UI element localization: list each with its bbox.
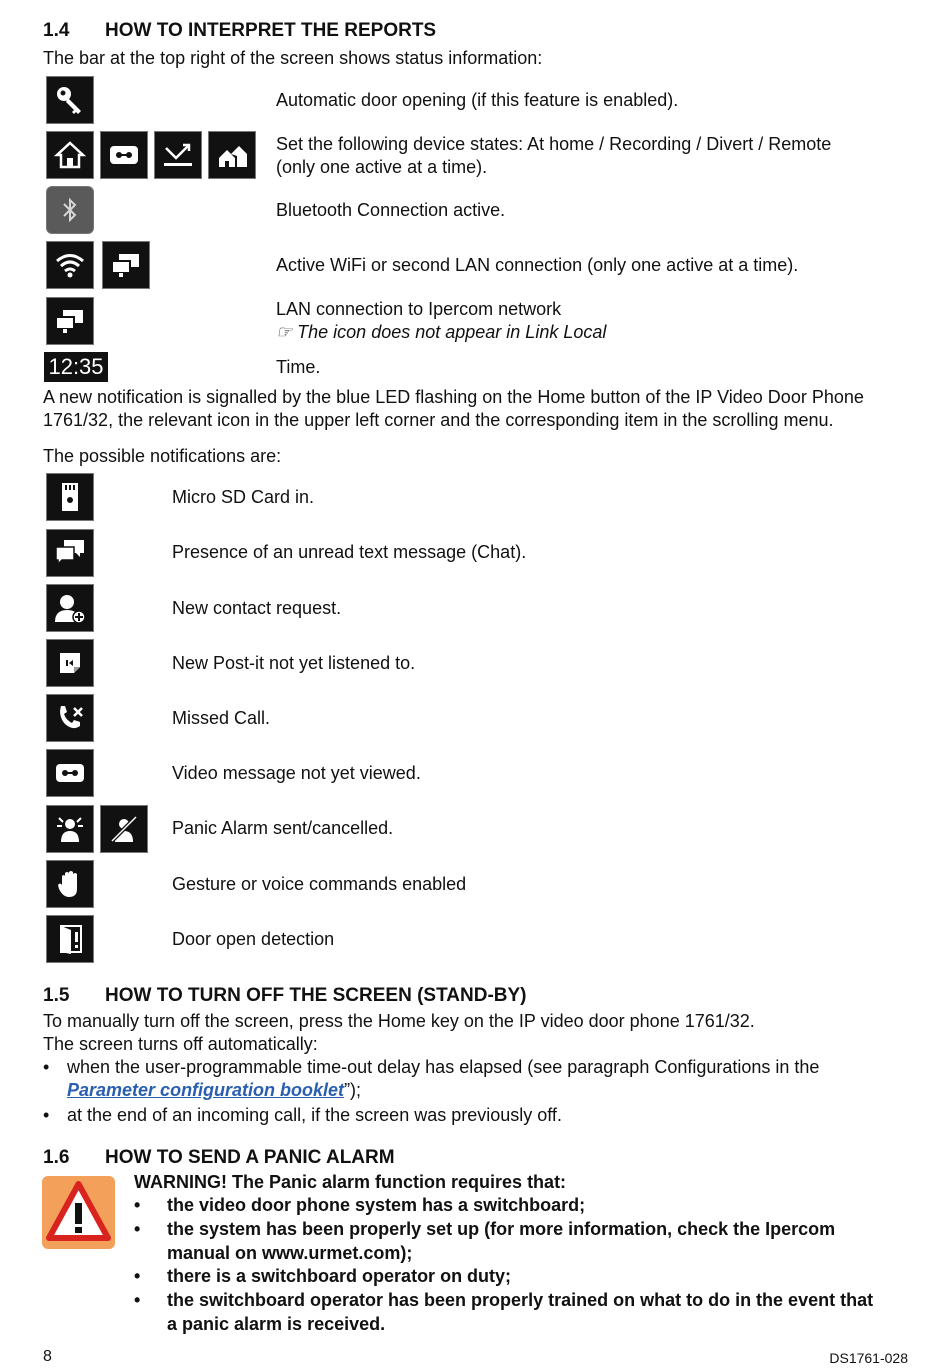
status-text-time: Time.	[276, 357, 321, 377]
remote-icon	[208, 131, 256, 179]
panic-bullet-3: there is a switchboard operator on duty;	[167, 1266, 512, 1286]
section-number: 1.4	[43, 20, 70, 41]
warning-heading: WARNING! The Panic alarm function requires that:	[134, 1172, 567, 1192]
divert-icon	[154, 131, 202, 179]
lan-icon	[46, 297, 94, 345]
standby-bullet-1-cont	[67, 1079, 361, 1102]
bullet-dot: •	[134, 1195, 141, 1215]
notif-text-missed: Missed Call.	[172, 708, 271, 728]
panic-bullet-4: the switchboard operator has been properly trained on what to do in the event that	[167, 1290, 874, 1310]
document-code: DS1761-028	[829, 1350, 908, 1366]
bullet-dot: •	[43, 1057, 50, 1077]
section-heading-1-5	[43, 985, 527, 1007]
panic-bullet-1: the video door phone system has a switchboard;	[167, 1195, 586, 1215]
status-text-bluetooth: Bluetooth Connection active.	[276, 200, 506, 220]
section-number: 1.5	[43, 985, 70, 1006]
panic-alarm-icon	[46, 805, 94, 853]
standby-bullet-2: at the end of an incoming call, if the screen was previously off.	[67, 1105, 562, 1125]
para-notification-2: 1761/32, the relevant icon in the upper left corner and the corresponding item in the scrolling menu.	[43, 410, 834, 430]
video-message-icon	[46, 749, 94, 797]
panic-bullet-4-cont: a panic alarm is received.	[167, 1314, 386, 1334]
recording-icon	[100, 131, 148, 179]
note-hand-icon: ☞	[276, 322, 293, 342]
notif-text-contact: New contact request.	[172, 598, 342, 618]
notif-text-door: Door open detection	[172, 929, 335, 949]
notif-text-gesture: Gesture or voice commands enabled	[172, 874, 467, 894]
post-it-icon	[46, 639, 94, 687]
notif-text-video: Video message not yet viewed.	[172, 763, 421, 783]
panic-alarm-cancelled-icon	[100, 805, 148, 853]
standby-line-2: The screen turns off automatically:	[43, 1034, 318, 1054]
note-text: The icon does not appear in Link Local	[297, 322, 607, 342]
wifi-icon	[46, 241, 94, 289]
door-open-icon	[46, 915, 94, 963]
section-number: 1.6	[43, 1147, 70, 1168]
bullet-tail: ”);	[344, 1080, 362, 1100]
status-text-key: Automatic door opening (if this feature is enabled).	[276, 90, 679, 110]
status-text-wifi: Active WiFi or second LAN connection (only one active at a time).	[276, 255, 799, 275]
notif-text-chat: Presence of an unread text message (Chat).	[172, 542, 527, 562]
para-notification-1: A new notification is signalled by the blue LED flashing on the Home button of the IP Video Door Phone	[43, 387, 864, 407]
notif-text-postit: New Post-it not yet listened to.	[172, 653, 416, 673]
standby-line-1: To manually turn off the screen, press the Home key on the IP video door phone 1761/32.	[43, 1011, 755, 1031]
bluetooth-icon	[46, 186, 94, 234]
status-text-lan: LAN connection to Ipercom network	[276, 299, 562, 319]
warning-icon	[42, 1176, 115, 1249]
gesture-icon	[46, 860, 94, 908]
notif-text-panic: Panic Alarm sent/cancelled.	[172, 818, 394, 838]
panic-bullet-2: the system has been properly set up (for more information, check the Ipercom	[167, 1219, 836, 1239]
parameter-booklet-link[interactable]: Parameter configuration booklet	[67, 1080, 345, 1100]
page-number: 8	[43, 1348, 52, 1365]
section-title: HOW TO TURN OFF THE SCREEN (STAND-BY)	[105, 985, 527, 1006]
bullet-dot: •	[134, 1219, 141, 1239]
section-title: HOW TO SEND A PANIC ALARM	[105, 1147, 395, 1168]
panic-bullet-2-cont: manual on www.urmet.com);	[167, 1243, 413, 1263]
section-title: HOW TO INTERPRET THE REPORTS	[105, 20, 437, 41]
para-possible: The possible notifications are:	[43, 446, 282, 466]
lan-icon	[102, 241, 150, 289]
chat-icon	[46, 529, 94, 577]
section-heading-1-4	[43, 20, 436, 42]
intro-text: The bar at the top right of the screen shows status information:	[43, 48, 543, 68]
status-text-states-2: (only one active at a time).	[276, 157, 488, 177]
note-line	[276, 321, 606, 344]
notif-text-sd: Micro SD Card in.	[172, 487, 315, 507]
bullet-dot: •	[134, 1266, 141, 1286]
clock-display: 12:35	[44, 352, 108, 382]
section-heading-1-6	[43, 1147, 395, 1169]
status-text-states: Set the following device states: At home / Recording / Divert / Remote	[276, 134, 832, 154]
bullet-dot: •	[134, 1290, 141, 1310]
missed-call-icon	[46, 694, 94, 742]
key-icon	[46, 76, 94, 124]
home-icon	[46, 131, 94, 179]
sd-card-icon	[46, 473, 94, 521]
standby-bullet-1: when the user-programmable time-out delay has elapsed (see paragraph Configurations in the	[67, 1057, 820, 1077]
bullet-dot: •	[43, 1105, 50, 1125]
contact-request-icon	[46, 584, 94, 632]
